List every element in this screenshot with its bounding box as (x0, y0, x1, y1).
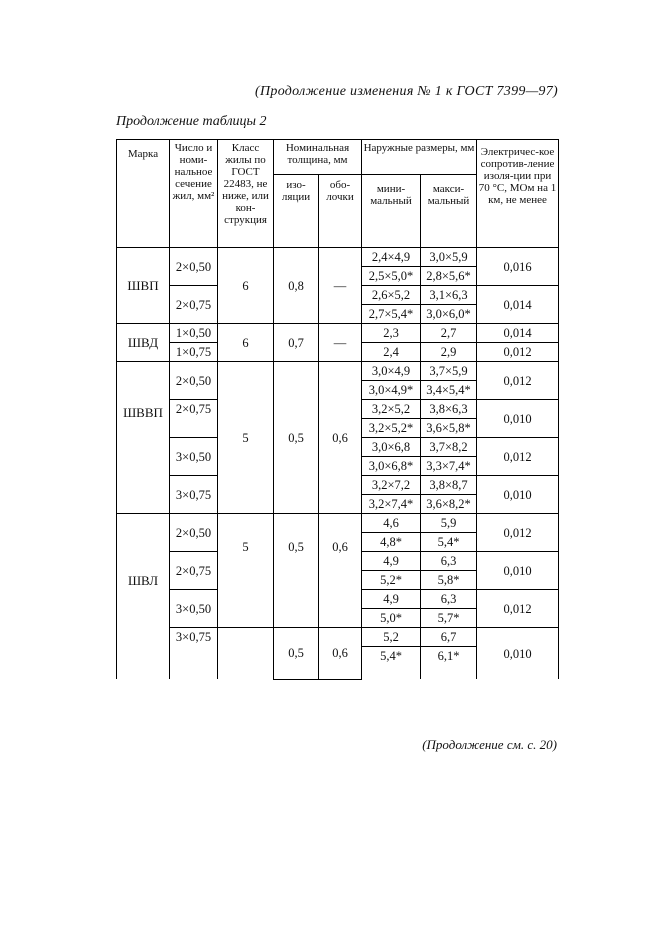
min-dim-cell: 4,6 (362, 514, 421, 533)
resistance-cell: 0,010 (477, 400, 559, 438)
cores-cell: 3×0,75 (170, 628, 218, 680)
table-row (117, 628, 559, 647)
resistance-cell: 0,012 (477, 514, 559, 552)
max-dim-cell: 3,8×8,7 (421, 476, 477, 495)
min-dim-cell: 3,2×5,2 (362, 400, 421, 419)
class-cell: 5 (218, 514, 274, 628)
max-dim-cell: 6,1* (421, 647, 477, 680)
table-row (117, 362, 559, 381)
header-insulation: изо-ляции (274, 175, 319, 248)
min-dim-cell: 2,4×4,9 (362, 248, 421, 267)
page-header: (Продолжение изменения № 1 к ГОСТ 7399—97) (255, 84, 558, 99)
max-dim-cell: 2,8×5,6* (421, 267, 477, 286)
resistance-cell: 0,012 (477, 362, 559, 400)
min-dim-cell: 2,6×5,2 (362, 286, 421, 305)
cores-cell: 3×0,75 (170, 476, 218, 514)
marka-cell: ШВВП (117, 362, 170, 514)
header-nominal-thickness: Номинальная толщина, мм (274, 140, 362, 175)
max-dim-cell: 5,4* (421, 533, 477, 552)
max-dim-cell: 3,3×7,4* (421, 457, 477, 476)
insulation-cell: 0,7 (274, 324, 319, 362)
class-cell: 6 (218, 324, 274, 362)
resistance-cell: 0,016 (477, 248, 559, 286)
class-cell: 5 (218, 362, 274, 514)
cores-cell: 3×0,50 (170, 590, 218, 628)
min-dim-cell: 3,0×4,9 (362, 362, 421, 381)
insulation-cell: 0,8 (274, 248, 319, 324)
max-dim-cell: 3,0×5,9 (421, 248, 477, 267)
insulation-cell: 0,5 (274, 514, 319, 628)
class-cell: 6 (218, 248, 274, 324)
max-dim-cell: 3,4×5,4* (421, 381, 477, 400)
min-dim-cell: 4,8* (362, 533, 421, 552)
min-dim-cell: 2,3 (362, 324, 421, 343)
resistance-cell: 0,010 (477, 552, 559, 590)
cores-cell: 2×0,75 (170, 286, 218, 324)
header-sheath: обо-лочки (319, 175, 362, 248)
insulation-cell: 0,5 (274, 362, 319, 514)
table-caption: Продолжение таблицы 2 (116, 114, 267, 129)
sheath-cell: — (319, 324, 362, 362)
max-dim-cell: 6,3 (421, 552, 477, 571)
max-dim-cell: 5,9 (421, 514, 477, 533)
table-row (117, 514, 559, 533)
min-dim-cell: 4,9 (362, 590, 421, 609)
min-dim-cell: 3,0×4,9* (362, 381, 421, 400)
max-dim-cell: 3,1×6,3 (421, 286, 477, 305)
min-dim-cell: 5,4* (362, 647, 421, 680)
sheath-cell: 0,6 (319, 628, 362, 680)
cores-cell: 2×0,50 (170, 248, 218, 286)
sheath-cell: 0,6 (319, 514, 362, 628)
max-dim-cell: 6,3 (421, 590, 477, 609)
resistance-cell: 0,012 (477, 590, 559, 628)
page-footer: (Продолжение см. с. 20) (422, 737, 557, 752)
min-dim-cell: 5,2 (362, 628, 421, 647)
min-dim-cell: 3,2×5,2* (362, 419, 421, 438)
table-row (117, 324, 559, 343)
marka-cell: ШВД (117, 324, 170, 362)
min-dim-cell: 5,2* (362, 571, 421, 590)
max-dim-cell: 5,7* (421, 609, 477, 628)
min-dim-cell: 5,0* (362, 609, 421, 628)
cores-cell: 3×0,50 (170, 438, 218, 476)
cores-cell: 2×0,50 (170, 514, 218, 552)
cores-cell: 2×0,75 (170, 552, 218, 590)
resistance-cell: 0,014 (477, 324, 559, 343)
resistance-cell: 0,012 (477, 438, 559, 476)
header-max: макси-мальный (421, 175, 477, 248)
sheath-cell: — (319, 248, 362, 324)
max-dim-cell: 2,9 (421, 343, 477, 362)
cores-cell: 1×0,75 (170, 343, 218, 362)
max-dim-cell: 3,7×5,9 (421, 362, 477, 381)
min-dim-cell: 4,9 (362, 552, 421, 571)
resistance-cell: 0,010 (477, 628, 559, 680)
header-outer-dimensions: Наружные размеры, мм (362, 140, 477, 175)
resistance-cell: 0,012 (477, 343, 559, 362)
min-dim-cell: 2,7×5,4* (362, 305, 421, 324)
header-cores: Число и номи-нальное сечение жил, мм² (170, 140, 218, 248)
cores-cell: 2×0,75 (170, 400, 218, 438)
max-dim-cell: 3,0×6,0* (421, 305, 477, 324)
resistance-cell: 0,010 (477, 476, 559, 514)
header-row (117, 140, 559, 175)
max-dim-cell: 3,8×6,3 (421, 400, 477, 419)
cores-cell: 2×0,50 (170, 362, 218, 400)
header-marka: Марка (117, 140, 170, 248)
max-dim-cell: 5,8* (421, 571, 477, 590)
header-min: мини-мальный (362, 175, 421, 248)
max-dim-cell: 3,6×5,8* (421, 419, 477, 438)
min-dim-cell: 3,0×6,8* (362, 457, 421, 476)
class-cell (218, 628, 274, 680)
cable-table (116, 139, 559, 680)
min-dim-cell: 2,4 (362, 343, 421, 362)
sheath-cell: 0,6 (319, 362, 362, 514)
max-dim-cell: 6,7 (421, 628, 477, 647)
min-dim-cell: 3,0×6,8 (362, 438, 421, 457)
table-row (117, 248, 559, 267)
max-dim-cell: 3,6×8,2* (421, 495, 477, 514)
max-dim-cell: 2,7 (421, 324, 477, 343)
min-dim-cell: 3,2×7,4* (362, 495, 421, 514)
marka-cell: ШВЛ (117, 514, 170, 680)
min-dim-cell: 2,5×5,0* (362, 267, 421, 286)
header-resistance: Электричес-кое сопротив-ление изоля-ции при 70 °С, МОм на 1 км, не менее (477, 140, 559, 248)
min-dim-cell: 3,2×7,2 (362, 476, 421, 495)
resistance-cell: 0,014 (477, 286, 559, 324)
marka-cell: ШВП (117, 248, 170, 324)
insulation-cell: 0,5 (274, 628, 319, 680)
cores-cell: 1×0,50 (170, 324, 218, 343)
max-dim-cell: 3,7×8,2 (421, 438, 477, 457)
header-class: Класс жилы по ГОСТ 22483, не ниже, или кон-струкция (218, 140, 274, 248)
